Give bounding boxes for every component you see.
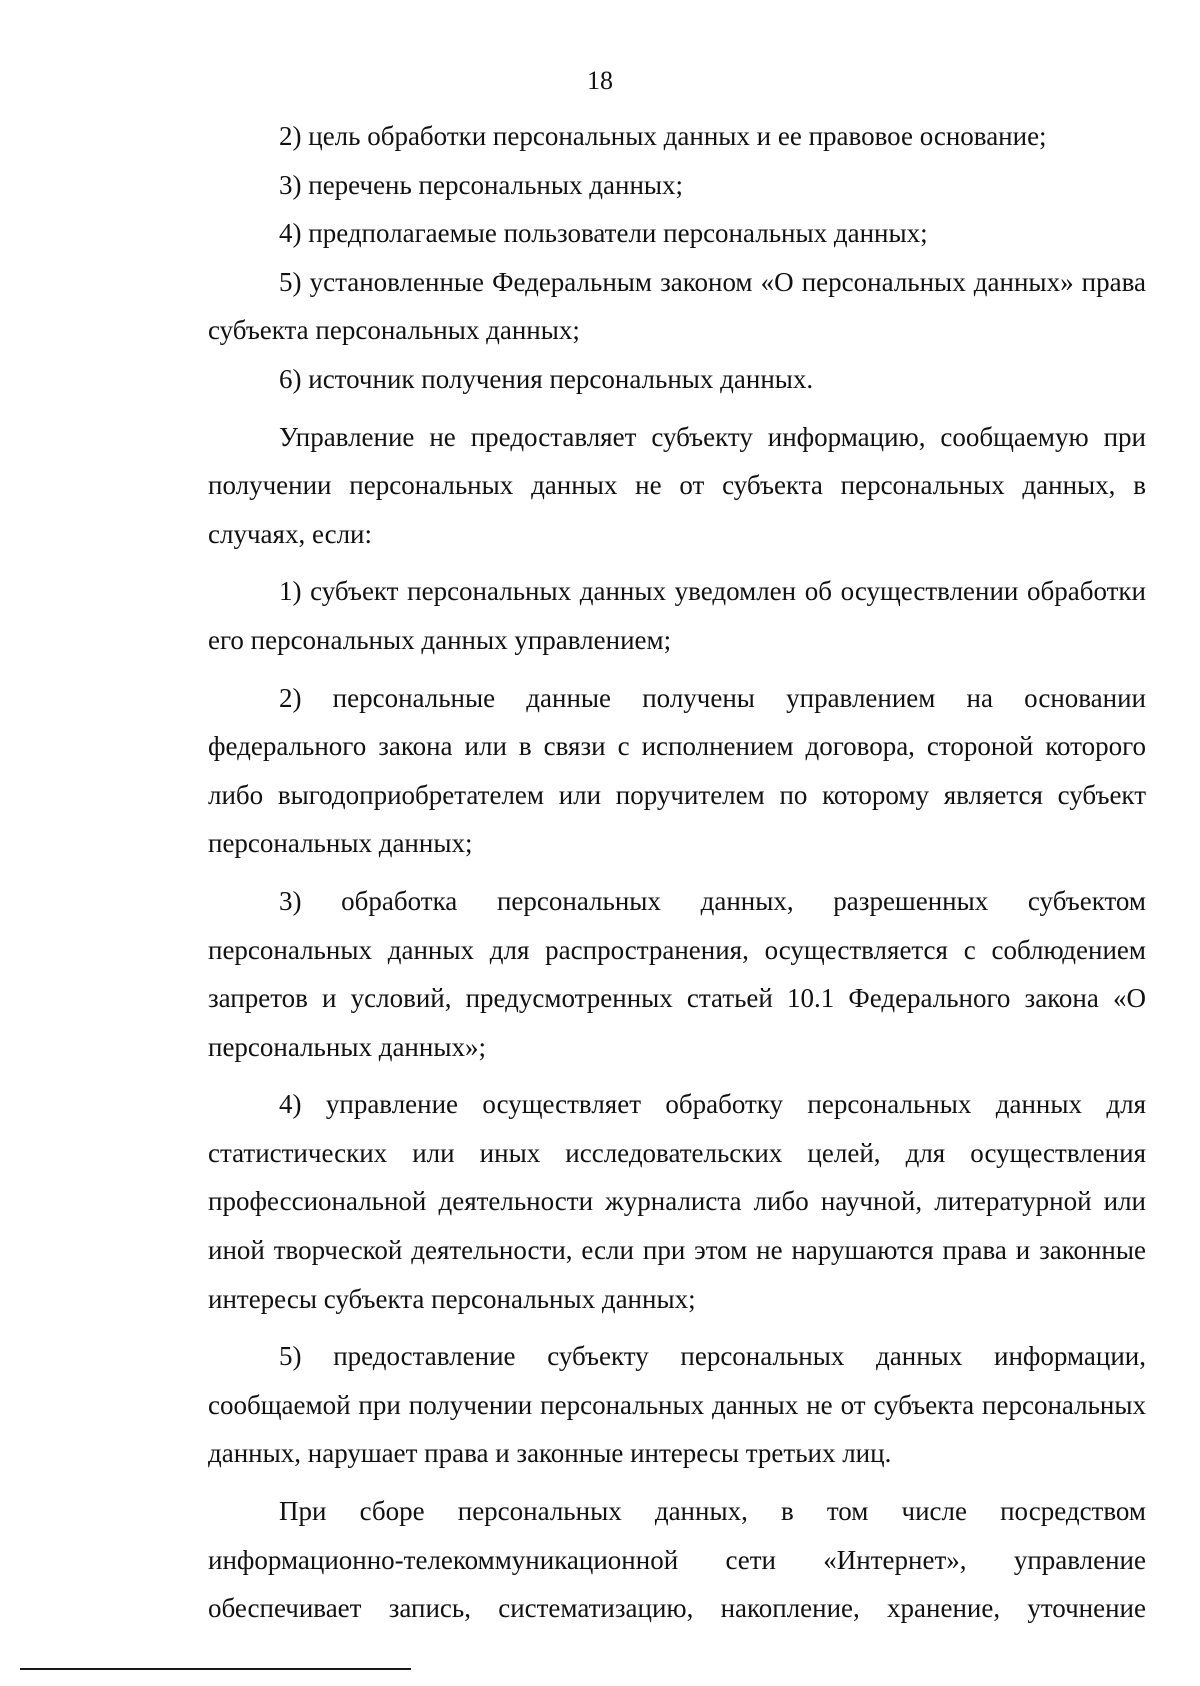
paragraph-collection-internet: При сборе персональных данных, в том числе посредством информационно-телекоммуникационной сети «Интернет», управление обеспечивает запись, систематизацию, накопление, хранение, уточнение xyxy=(208,1496,1146,1624)
exception-item-4: 4) управление осуществляет обработку персональных данных для статистических или иных исследовательских целей, для осуществления профессиональной деятельности журналиста либо научной, литературной или иной творческой деятельности, если при этом не нарушаются права и законные интересы субъекта персональных данных; xyxy=(208,1089,1146,1314)
paragraph-gap xyxy=(208,1323,1146,1332)
list-item-data-list: 3) перечень персональных данных; xyxy=(279,169,684,200)
list-item-purpose: 2) цель обработки персональных данных и ее правовое основание; xyxy=(279,121,1047,151)
paragraph-gap xyxy=(208,1071,1146,1080)
paragraph-exceptions-intro: Управление не предоставляет субъекту информацию, сообщаемую при получении персональных данных не от субъекта персональных данных, в случаях, если: xyxy=(208,421,1146,549)
paragraph-gap xyxy=(208,404,1146,413)
exception-item-1: 1) субъект персональных данных уведомлен об осуществлении обработки его персональных данных управлением; xyxy=(208,576,1146,655)
footnote-separator xyxy=(20,1668,411,1670)
document-body xyxy=(208,112,1146,1633)
exception-item-5: 5) предоставление субъекту персональных данных информации, сообщаемой при получении персональных данных не от субъекта персональных данных, нарушает права и законные интересы третьих лиц. xyxy=(208,1341,1146,1469)
paragraph-gap xyxy=(208,665,1146,674)
page-number: 18 xyxy=(587,66,613,95)
paragraph-gap xyxy=(208,558,1146,567)
paragraph-gap xyxy=(208,1478,1146,1487)
exception-item-3: 3) обработка персональных данных, разрешенных субъектом персональных данных для распространения, осуществляется с соблюдением запретов и условий, предусмотренных статьей 10.1 Федерального закона «О персональных данных»; xyxy=(208,885,1146,1062)
list-item-source: 6) источник получения персональных данных. xyxy=(279,363,814,394)
paragraph-gap xyxy=(208,868,1146,877)
list-item-rights: 5) установленные Федеральным законом «О персональных данных» права субъекта персональных данных; xyxy=(208,266,1146,346)
list-item-users: 4) предполагаемые пользователи персональных данных; xyxy=(279,218,928,249)
exception-item-2: 2) персональные данные получены управлением на основании федерального закона или в связи с исполнением договора, стороной которого либо выгодоприобретателем или поручителем по которому является субъект персональных данных; xyxy=(208,682,1146,859)
